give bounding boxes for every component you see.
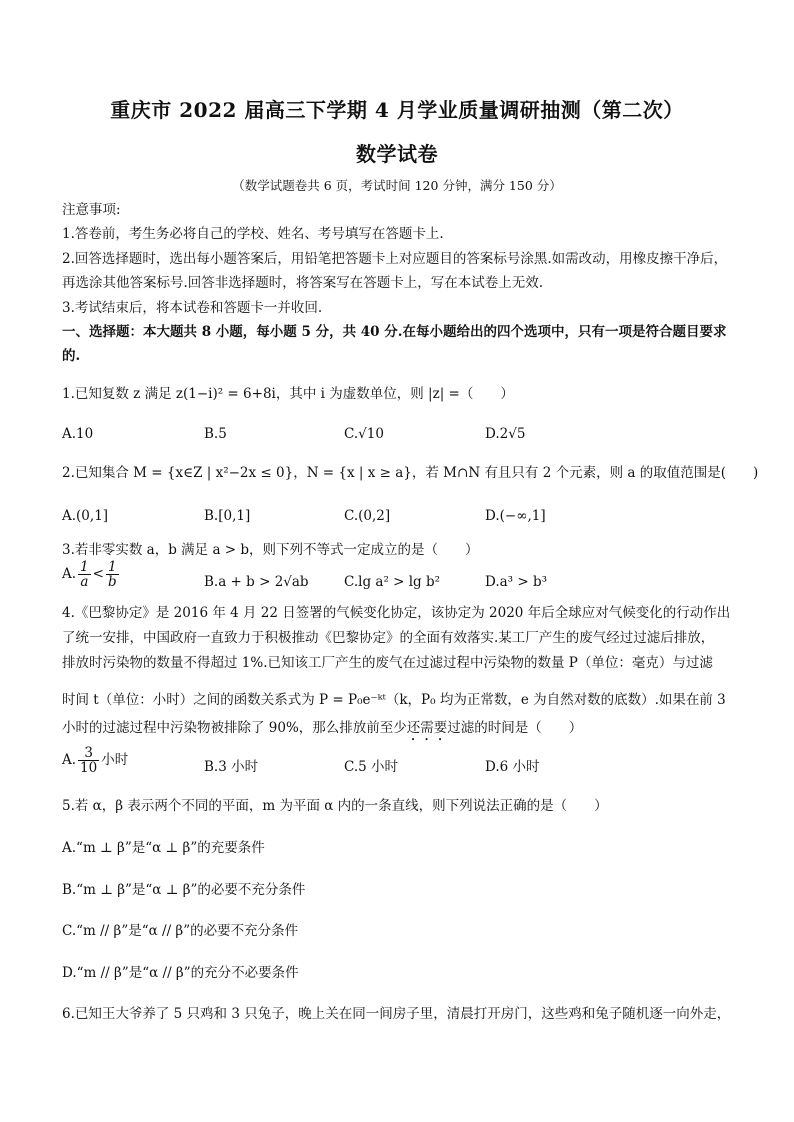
question-1-option-c: C.√10 (344, 426, 384, 442)
less-than-sign: < (92, 566, 104, 582)
question-4-option-b: B.3 小时 (204, 759, 259, 775)
numerator: 1 (80, 559, 89, 575)
question-5-option-d: D.“m // β”是“α // β”的充分不必要条件 (62, 965, 299, 981)
question-6-stem: 6.已知王大爷养了 5 只鸡和 3 只兔子，晚上关在同一间房子里，清晨打开房门，这些鸡和兔子随机逐一向外走， (62, 1006, 731, 1022)
question-4-option-c: C.5 小时 (344, 759, 399, 775)
notice-item-2: 2.回答选择题时，选出每小题答案后，用铅笔把答题卡上对应题目的答案标号涂黑.如需改动，用橡皮擦干净后， (62, 251, 728, 267)
denominator: a (80, 574, 89, 590)
notice-item-1: 1.答卷前，考生务必将自己的学校、姓名、考号填写在答题卡上. (62, 226, 444, 242)
question-3-stem: 3.若非零实数 a，b 满足 a > b，则下列不等式一定成立的是（ ） (62, 542, 479, 558)
exam-title: 重庆市 2022 届高三下学期 4 月学业质量调研抽测（第二次） (110, 98, 684, 122)
option-a-label: A. (62, 566, 77, 582)
question-5-option-c: C.“m // β”是“α // β”的必要不充分条件 (62, 923, 299, 939)
question-4-line-4: 时间 t（单位：小时）之间的函数关系式为 P = P₀e⁻ᵏᵗ（k，P₀ 均为正常数，e 为自然对数的底数）.如果在前 3 (62, 692, 726, 708)
question-4-line-5-part-a: 小时的过滤过程中污染物被排除了 90%，那么排放前至少 (62, 720, 407, 736)
option-a-label: A. (62, 752, 77, 768)
section-heading: 一、选择题：本大题共 8 小题，每小题 5 分，共 40 分.在每小题给出的四个选项中，只有一项是符合题目要求 (62, 324, 727, 340)
question-3-option-a (62, 560, 121, 589)
question-5-option-a: A.“m ⊥ β”是“α ⊥ β”的充要条件 (62, 840, 265, 856)
question-3-option-c: C.lg a² > lg b² (344, 574, 441, 590)
question-1-stem: 1.已知复数 z 满足 z(1−i)² = 6+8i，其中 i 为虚数单位，则 |z| =（ ） (62, 386, 514, 402)
exam-subject: 数学试卷 (356, 142, 438, 166)
question-1-option-d: D.2√5 (485, 426, 526, 442)
question-5-option-b: B.“m ⊥ β”是“α ⊥ β”的必要不充分条件 (62, 882, 306, 898)
question-4-option-d: D.6 小时 (485, 759, 540, 775)
question-3-option-b: B.a + b > 2√ab (204, 574, 309, 590)
notice-heading: 注意事项: (62, 202, 121, 218)
denominator: b (107, 574, 117, 590)
question-1-option-a: A.10 (62, 426, 94, 442)
numerator: 3 (78, 746, 99, 761)
emphasized-text: 还需要 (406, 720, 448, 736)
notice-item-2-cont: 再选涂其他答案标号.回答非选择题时，将答案写在答题卡上，写在本试卷上无效. (62, 275, 544, 291)
question-3-option-d: D.a³ > b³ (485, 574, 548, 590)
question-4-line-1: 4.《巴黎协定》是 2016 年 4 月 22 日签署的气候变化协定，该协定为 2020 年后全球应对气候变化的行动作出 (62, 605, 731, 621)
section-heading-cont: 的. (62, 348, 81, 364)
fraction-1-over-b (106, 560, 119, 589)
notice-item-3: 3.考试结束后，将本试卷和答题卡一并收回. (62, 300, 323, 316)
question-2-stem: 2.已知集合 M = {x∈Z | x²−2x ≤ 0}，N = {x | x ≥ a}，若 M∩N 有且只有 2 个元素，则 a 的取值范围是( ) (62, 465, 759, 481)
question-4-line-3: 排放时污染物的数量不得超过 1%.已知该工厂产生的废气在过滤过程中污染物的数量 P（单位：毫克）与过滤 (62, 655, 713, 671)
question-4-option-a (62, 746, 128, 775)
unit-label: 小时 (101, 752, 129, 768)
fraction-3-over-10 (78, 746, 99, 775)
exam-info: （数学试题卷共 6 页，考试时间 120 分钟，满分 150 分） (232, 178, 562, 193)
numerator: 1 (106, 560, 119, 575)
question-2-option-d: D.(−∞,1] (485, 508, 546, 524)
question-1-option-b: B.5 (204, 426, 227, 442)
fraction-1-over-a (78, 560, 91, 589)
question-5-stem: 5.若 α，β 表示两个不同的平面，m 为平面 α 内的一条直线，则下列说法正确的是（ ） (62, 798, 608, 814)
denominator: 10 (80, 760, 98, 776)
question-2-option-c: C.(0,2] (344, 508, 391, 524)
question-4-line-2: 了统一安排，中国政府一直致力于积极推动《巴黎协定》的全面有效落实.某工厂产生的废气经过过滤后排放， (62, 630, 715, 646)
question-4-line-5 (62, 718, 742, 744)
question-2-option-b: B.[0,1] (204, 508, 251, 524)
question-2-option-a: A.(0,1] (62, 508, 109, 524)
question-4-line-5-part-c: 过滤的时间是（ ） (447, 720, 583, 736)
